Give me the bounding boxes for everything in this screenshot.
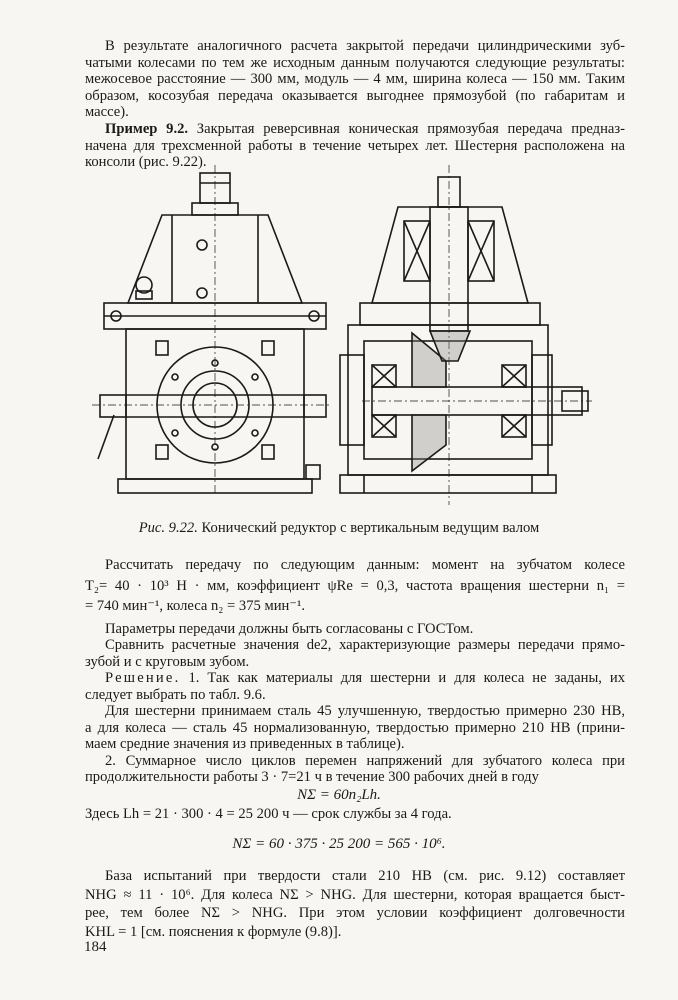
- solution-text: 1. Так как материалы для шестерни и для колеса не заданы, их: [188, 670, 626, 686]
- task-line: Параметры передачи должны быть согласованы с ГОСТом.: [105, 620, 474, 637]
- solution-line: продолжительности работы 3 · 7=21 ч в течение 300 рабочих дней в году: [85, 769, 539, 785]
- caption-text: Конический редуктор с вертикальным ведущим валом: [201, 520, 540, 536]
- solution-line: [85, 670, 625, 687]
- figure-caption: [0, 520, 678, 537]
- solution-label: Решение.: [105, 670, 181, 686]
- task-line: зубой и с круговым зубом.: [85, 653, 250, 670]
- task-line: Сравнить расчетные значения de2, характеризующие размеры передачи прямо-: [105, 637, 625, 653]
- example-line: начена для трехсменной работы в течение четырех лет. Шестерня расположена на: [85, 137, 625, 154]
- solution-line: Для шестерни принимаем сталь 45 улучшенную, твердостью примерно 230 НВ,: [105, 703, 625, 719]
- intro-line: чатыми колесами по тем же исходным данным получаются следующие результаты:: [85, 54, 625, 71]
- intro-line: В результате аналогичного расчета закрытой передачи цилиндрическими зуб-: [105, 38, 625, 54]
- task-line: = 740 мин⁻¹, колеса n₂ = 375 мин⁻¹.: [85, 598, 306, 614]
- caption-label: Рис. 9.22.: [138, 520, 198, 536]
- section-view: [340, 165, 592, 505]
- formula-total-cycles: NΣ = 60 · 375 · 25 200 = 565 · 10⁶.: [232, 836, 446, 852]
- solution-line: KHL = 1 [см. пояснения к формуле (9.8)].: [85, 923, 342, 940]
- solution-line: рее, тем более NΣ > NHG. При этом условии коэффициент долговечности: [85, 905, 625, 921]
- solution-line: маем средние значения из приведенных в таблице).: [85, 736, 405, 752]
- example-line: консоли (рис. 9.22).: [85, 154, 207, 170]
- task-paragraph: [85, 557, 625, 670]
- solution-paragraph: [85, 670, 625, 786]
- external-view: [92, 165, 332, 495]
- solution-line: NHG ≈ 11 · 10⁶. Для колеса NΣ > NHG. Для шестерни, которая вращается быст-: [85, 886, 625, 903]
- intro-line: массе).: [85, 104, 129, 120]
- service-life-line: [85, 806, 625, 823]
- solution-line: База испытаний при твердости стали 210 НВ (см. рис. 9.12) составляет: [105, 868, 625, 884]
- solution-line: а для колеса — сталь 45 нормализованную, твердостью примерно 210 НВ (прини-: [85, 719, 625, 736]
- formula-cycles: NΣ = 60n₂Lh.: [297, 787, 381, 803]
- intro-line: межосевое расстояние — 300 мм, модуль — 4 мм, ширина колеса — 150 мм. Таким: [85, 71, 625, 87]
- solution-line: Здесь Lh = 21 · 300 · 4 = 25 200 ч — срок службы за 4 года.: [85, 806, 452, 822]
- page-number: 184: [84, 939, 107, 955]
- example-line: [85, 121, 625, 138]
- base-test-paragraph: [85, 868, 625, 940]
- task-line: T₂= 40 · 10³ Н · мм, коэффициент ψRe = 0,3, частота вращения шестерни n₁ =: [85, 577, 625, 594]
- intro-paragraph: [85, 38, 625, 121]
- example-paragraph: [85, 121, 625, 171]
- example-text: Закрытая реверсивная коническая прямозубая передача предназ-: [196, 121, 625, 137]
- solution-line: 2. Суммарное число циклов перемен напряжений для зубчатого колеса при: [105, 752, 625, 769]
- gearbox-drawing: [92, 165, 592, 510]
- example-label: Пример 9.2.: [105, 121, 189, 137]
- solution-line: следует выбрать по табл. 9.6.: [85, 686, 266, 703]
- task-line: Рассчитать передачу по следующим данным: момент на зубчатом колесе: [105, 557, 625, 573]
- intro-line: образом, косозубая передача оказывается выгоднее прямозубой (по габаритам и: [85, 87, 625, 104]
